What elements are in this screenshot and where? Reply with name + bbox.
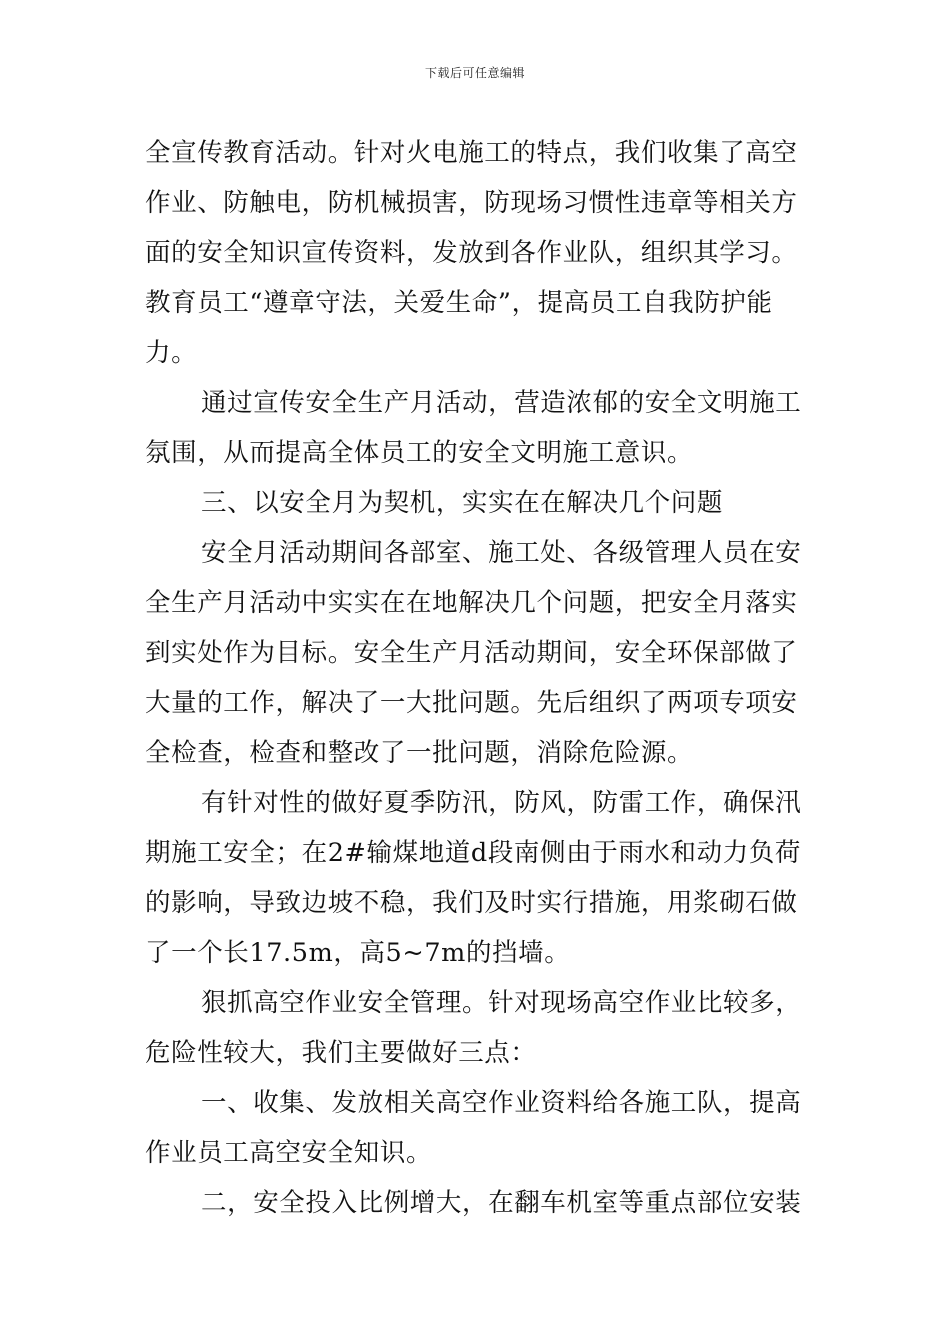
text-line: 作业、防触电，防机械损害，防现场习惯性违章等相关方: [145, 188, 798, 218]
text-line: 大量的工作，解决了一大批问题。先后组织了两项专项安: [145, 688, 798, 718]
text-line: 期施工安全；在2#输煤地道d段南侧由于雨水和动力负荷: [145, 838, 802, 868]
section-heading: 三、以安全月为契机，实实在在解决几个问题: [201, 488, 724, 518]
text-line: 氛围，从而提高全体员工的安全文明施工意识。: [145, 438, 694, 468]
text-line: 教育员工“遵章守法，关爱生命”，提高员工自我防护能: [145, 288, 773, 318]
document-body: [145, 128, 807, 1228]
paragraph-start-line: 一、收集、发放相关高空作业资料给各施工队，提高: [201, 1088, 802, 1118]
text-line: 到实处作为目标。安全生产月活动期间，安全环保部做了: [145, 638, 798, 668]
text-line: 全生产月活动中实实在在地解决几个问题，把安全月落实: [145, 588, 798, 618]
text-line: 作业员工高空安全知识。: [145, 1138, 433, 1168]
text-line: 力。: [145, 338, 198, 368]
paragraph-start-line: 安全月活动期间各部室、施工处、各级管理人员在安: [201, 538, 802, 568]
text-line: 全宣传教育活动。针对火电施工的特点，我们收集了高空: [145, 138, 798, 168]
paragraph-start-line: 通过宣传安全生产月活动，营造浓郁的安全文明施工: [201, 388, 802, 418]
page-header: 下载后可任意编辑: [424, 66, 525, 80]
text-line: 危险性较大，我们主要做好三点：: [145, 1038, 537, 1068]
text-line: 的影响，导致边坡不稳，我们及时实行措施，用浆砌石做: [145, 888, 798, 918]
paragraph-start-line: 有针对性的做好夏季防汛，防风，防雷工作，确保汛: [201, 788, 802, 818]
text-line: 面的安全知识宣传资料，发放到各作业队，组织其学习。: [145, 238, 798, 268]
text-line: 了一个长17.5m，高5~7m的挡墙。: [145, 938, 571, 968]
paragraph-start-line: 狠抓高空作业安全管理。针对现场高空作业比较多，: [201, 988, 802, 1018]
text-line: 全检查，检查和整改了一批问题，消除危险源。: [145, 738, 694, 768]
paragraph-start-line: 二，安全投入比例增大，在翻车机室等重点部位安装: [201, 1188, 802, 1218]
